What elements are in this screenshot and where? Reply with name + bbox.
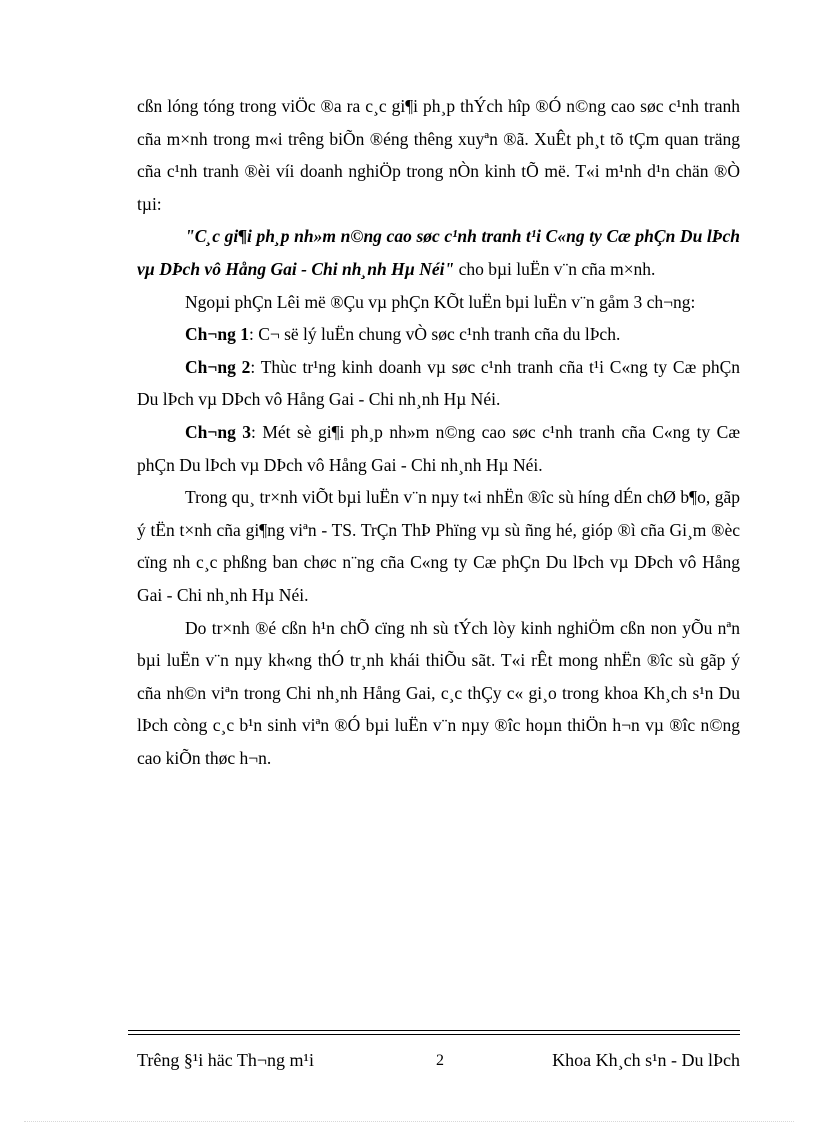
topic-title: "C¸c gi¶i ph¸p nh»m n©ng cao søc c¹nh tranh t¹i C«ng ty Cæ phÇn Du lÞch vµ DÞch vô Hång Gai - Chi nh¸nh Hµ Néi" [137,226,740,279]
chapter-1-text: : C¬ së lý luËn chung vÒ søc c¹nh tranh cña du lÞch. [248,324,621,345]
page-number: 2 [436,1052,444,1069]
topic-rest: cho bµi luËn v¨n cña m×nh. [454,258,656,279]
paragraph-closing: Do tr×nh ®é cßn h¹n chÕ cïng nh sù tÝch lòy kinh nghiÖm cßn non yÕu nªn bµi luËn v¨n nµy kh«ng thÓ tr¸nh khái thiÕu sãt. T«i rÊt mong nhËn ®îc sù gãp ý cña nh©n viªn trong Chi nh¸nh Hång Gai, c¸c thÇy c« gi¸o trong khoa Kh¸ch s¹n Du lÞch còng c¸c b¹n sinh viªn ®Ó bµi luËn v¨n nµy ®îc hoµn thiÖn h¬n vµ ®îc n©ng cao kiÕn thøc h¬n. [137,617,740,768]
chapter-3-text: : Mét sè gi¶i ph¸p nh»m n©ng cao søc c¹nh tranh cña C«ng ty Cæ phÇn Du lÞch vµ DÞch vô Hång Gai - Chi nh¸nh Hµ Néi. [137,421,740,475]
chapter-1 [137,318,740,351]
footer-university: Trêng §¹i häc Th¬ng m¹i [137,1050,314,1070]
chapter-2 [137,351,740,416]
chapter-3-label: Ch¬ng 3 [185,421,252,442]
chapter-2-text: : Thùc tr¹ng kinh doanh vµ søc c¹nh tranh cña t¹i C«ng ty Cæ phÇn Du lÞch vµ DÞch vô Hång Gai - Chi nh¸nh Hµ Néi. [137,356,740,410]
footer-rule-bottom [128,1034,740,1035]
body-text [137,90,740,774]
chapter-1-label: Ch¬ng 1 [185,324,249,345]
chapter-3 [137,416,740,481]
paragraph-acknowledgement: Trong qu¸ tr×nh viÕt bµi luËn v¨n nµy t«i nhËn ®îc sù híng dÉn chØ b¶o, gãp ý tËn t×nh cña gi¶ng viªn - TS. TrÇn ThÞ Phïng vµ sù ñng hé, gióp ®ì cña Gi¸m ®èc cïng nh c¸c phßng ban chøc n¨ng cña C«ng ty Cæ phÇn Du lÞch vµ DÞch vô Hång Gai - Chi nh¸nh Hµ Néi. [137,487,740,605]
footer-faculty: Khoa Kh¸ch s¹n - Du lÞch [552,1050,740,1070]
paragraph-structure: Ngoµi phÇn Lêi më ®Çu vµ phÇn KÕt luËn bµi luËn v¨n gåm 3 ch¬ng: [185,291,696,312]
paragraph-intro: cßn lóng tóng trong viÖc ®a ra c¸c gi¶i ph¸p thÝch hîp ®Ó n©ng cao søc c¹nh tranh cña m×nh trong m«i trêng biÕn ®éng thêng xuyªn ®ã. XuÊt ph¸t tõ tÇm quan träng cña c¹nh tranh ®èi víi doanh nghiÖp trong nÒn kinh tÕ më. T«i m¹nh d¹n chän ®Ò tµi: [137,96,740,214]
page-edge-divider [24,1121,794,1122]
paragraph-topic [137,220,740,285]
footer-rule-top [128,1030,740,1031]
chapter-2-label: Ch¬ng 2 [185,356,251,377]
